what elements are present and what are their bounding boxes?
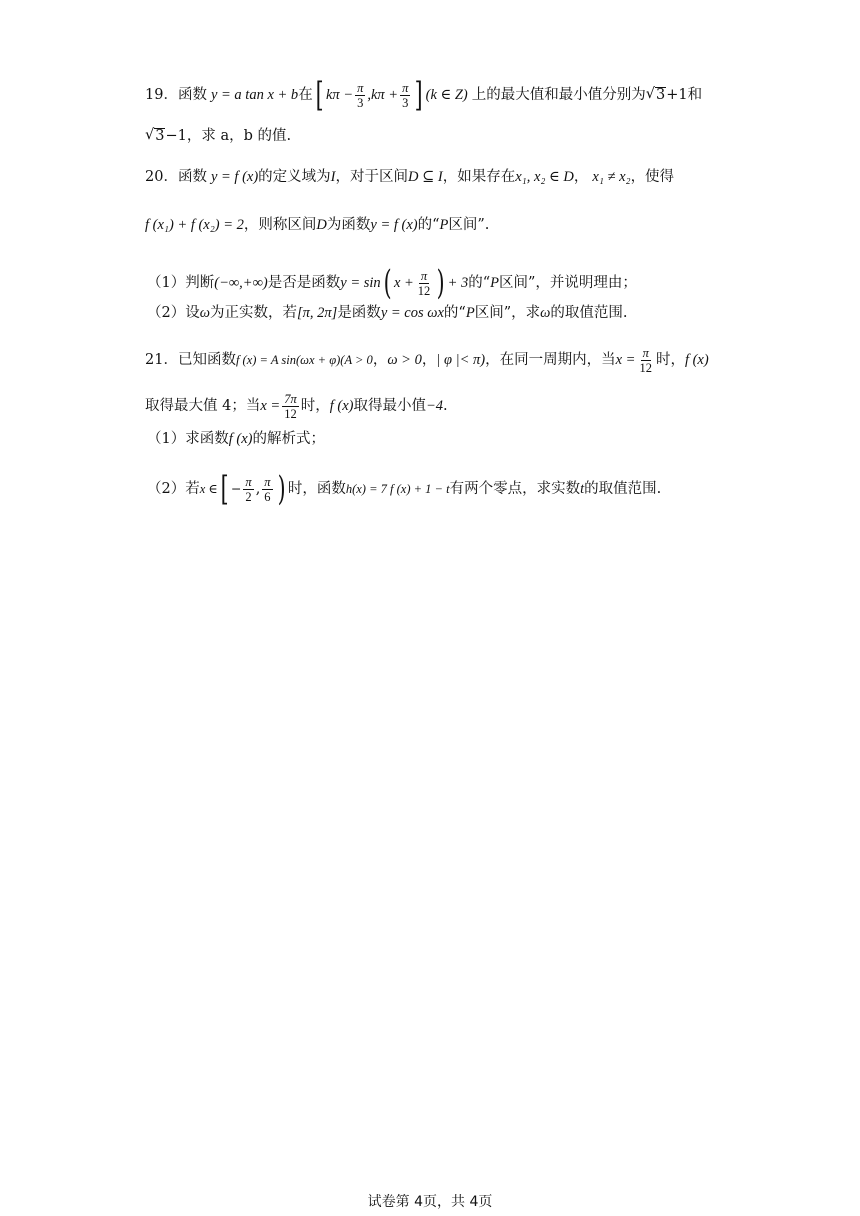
q20-sub2-text-3: 的“ xyxy=(443,305,466,321)
q20-l2-text-2: 为函数 xyxy=(326,217,371,233)
q19-suffix: 上的最大值和最小值分别为 xyxy=(471,86,646,103)
q20-sub1-frac-den: 12 xyxy=(417,283,431,298)
q21-sub2-rparen: ) xyxy=(277,469,286,509)
q21-sub2-fraction-2 xyxy=(262,475,272,504)
q19-interval-mid: ,kπ + xyxy=(367,86,399,103)
q19-frac2-num: π xyxy=(402,80,409,95)
q20-sub1-tail: + 3 xyxy=(447,274,469,291)
q20-sub2-text-4: 区间”，求 xyxy=(474,305,541,321)
q20-sub1-lparen: ( xyxy=(383,263,392,303)
q19-condition: (k ∈ Z) xyxy=(425,86,468,103)
q20-sub-1 xyxy=(147,263,637,303)
q21-sub2-fraction-1 xyxy=(243,475,253,504)
q21-fraction-2 xyxy=(282,392,299,421)
q21-sub1-text-1: 的解析式； xyxy=(252,431,325,447)
q21-sub2-t: t xyxy=(580,480,585,497)
q19-mid-text: 在 xyxy=(298,86,313,103)
q20-sub2-omega-2: ω xyxy=(540,305,551,321)
q20-l2-text-4: 区间”. xyxy=(448,217,490,233)
q20-sub1-fraction xyxy=(416,269,433,298)
q20-sub1-fn: y = sin xyxy=(340,274,381,291)
q21-min-value: −4 xyxy=(425,398,444,415)
q19-fraction-2 xyxy=(400,81,410,110)
q21-frac2-den: 12 xyxy=(284,407,297,421)
q19-function-expr: y = a tan x + b xyxy=(210,86,299,103)
q19-sqrt-1: √ 3 xyxy=(645,86,666,104)
q21-l2-text-1: 取得最大值 4；当 xyxy=(145,398,261,415)
q20-sub1-text-1: 是否是函数 xyxy=(267,274,341,291)
q21-text-3: ，在同一周期内，当 xyxy=(485,352,616,369)
q21-line-2 xyxy=(145,392,448,421)
q20-text-5: ，使得 xyxy=(630,169,675,185)
q21-text-4: 时， xyxy=(655,352,685,369)
q19-sqrt-2: √ 3 xyxy=(145,127,165,144)
page-footer: 试卷第 4页，共 4页 xyxy=(367,1194,493,1210)
q20-sub2-prefix: （2）设 xyxy=(147,305,200,321)
q20-text-1: 的定义域为 xyxy=(258,169,331,185)
q20-sub2-fn: y = cos ωx xyxy=(380,305,444,321)
q21-text-1: ， xyxy=(372,352,388,369)
q20-expr-2: D ⊆ I xyxy=(408,169,443,185)
q21-fraction-1 xyxy=(637,346,654,375)
q19-prefix: 19．函数 xyxy=(145,86,207,103)
q21-line-1 xyxy=(145,346,709,375)
q21-l2-text-3: 取得最小值 xyxy=(353,398,426,415)
q21-sub2-minus: − xyxy=(230,480,242,496)
q20-text-2: ，对于区间 xyxy=(335,169,409,185)
q19-line-2 xyxy=(145,128,291,144)
q20-sub2-text-1: 为正实数，若 xyxy=(209,305,297,321)
q21-text-2: ， xyxy=(421,352,437,369)
q19-interval-left: kπ − xyxy=(325,86,354,103)
q21-frac1-num: π xyxy=(642,346,649,360)
q21-frac2-num: 7π xyxy=(284,392,297,406)
q19-and: 和 xyxy=(687,86,703,103)
q21-sub-2 xyxy=(147,469,662,509)
q21-sub2-x-in: x ∈ xyxy=(199,481,218,496)
q20-domain-I: I xyxy=(330,169,336,185)
q19-left-bracket: [ xyxy=(315,75,324,115)
q21-prefix: 21．已知函数 xyxy=(145,352,236,369)
q20-sub2-text-2: 是函数 xyxy=(337,305,381,321)
q19-frac2-den: 3 xyxy=(402,95,409,110)
q20-l2-text-3: 的“ xyxy=(417,217,440,233)
q21-sub2-frac2-num: π xyxy=(264,474,271,489)
q19-val2-tail: −1 xyxy=(165,127,187,144)
q20-sub1-interval: (−∞,+∞) xyxy=(214,274,268,291)
q21-l2-fx: f (x) xyxy=(329,398,354,415)
q21-cond-phi: | φ |< π) xyxy=(436,352,486,369)
q20-l2-text-1: ，则称区间 xyxy=(243,217,317,233)
q20-sub1-text-3: 区间”，并说明理由； xyxy=(499,274,637,291)
q20-l2-P: P xyxy=(439,217,449,233)
q20-prefix: 20．函数 xyxy=(145,169,207,185)
q21-sub2-frac2-den: 6 xyxy=(264,489,271,504)
q20-condition-expr: f (x₁) + f (x₂) = 2 xyxy=(145,217,244,233)
q19-line2-text: ，求 a，b 的值. xyxy=(186,127,292,144)
q19-sqrt2-radicand: 3 xyxy=(155,128,165,144)
q20-line-1 xyxy=(145,170,674,185)
q21-sub2-frac1-num: π xyxy=(245,474,252,489)
q20-sub1-P: P xyxy=(490,274,500,291)
q21-sub2-frac1-den: 2 xyxy=(245,489,252,504)
q20-l2-expr-2: y = f (x) xyxy=(370,217,418,233)
q20-expr-1: y = f (x) xyxy=(210,169,259,185)
q21-sub2-text-2: 有两个零点，求实数 xyxy=(449,480,581,497)
q19-sqrt1-radicand: 3 xyxy=(656,87,666,104)
q20-sub2-interval: [π, 2π] xyxy=(296,305,338,321)
q21-sub-1 xyxy=(147,432,325,447)
q20-sub2-omega: ω xyxy=(199,305,210,321)
q21-frac1-den: 12 xyxy=(639,361,652,375)
q19-frac1-den: 3 xyxy=(357,95,364,110)
q21-x-eq: x = xyxy=(615,352,636,369)
q21-sub1-fx: f (x) xyxy=(228,431,253,447)
q20-sub1-prefix: （1）判断 xyxy=(147,274,215,291)
q20-sub1-frac-num: π xyxy=(420,268,428,283)
q19-fraction-1 xyxy=(355,81,365,110)
q21-sub1-prefix: （1）求函数 xyxy=(147,431,229,447)
q20-sub2-text-5: 的取值范围. xyxy=(550,305,628,321)
q20-sub-2 xyxy=(147,306,627,321)
q19-frac1-num: π xyxy=(357,80,364,95)
q21-fx: f (x) xyxy=(684,352,709,369)
q21-sub2-text-3: 的取值范围. xyxy=(584,480,662,497)
q21-sub2-prefix: （2）若 xyxy=(147,480,200,497)
q20-text-3: ，如果存在 xyxy=(442,169,516,185)
q21-l2-text-2: 时， xyxy=(300,398,330,415)
q20-line-2 xyxy=(145,218,489,233)
q20-sub2-P: P xyxy=(465,305,475,321)
q20-expr-4: x₁ ≠ x₂ xyxy=(592,169,631,185)
q21-cond-omega: ω > 0 xyxy=(387,352,422,369)
q20-l2-D: D xyxy=(316,217,327,233)
q20-sub1-text-2: 的“ xyxy=(468,274,491,291)
q20-text-4: ， xyxy=(573,169,589,185)
q19-line-1 xyxy=(145,75,703,115)
q19-right-bracket: ] xyxy=(415,75,423,115)
q21-l2-text-4: . xyxy=(443,398,448,415)
q21-function-expr: f (x) = A sin(ωx + φ)(A > 0 xyxy=(235,353,373,368)
q20-sub1-x: x + xyxy=(393,274,414,291)
q21-sub2-text-1: 时，函数 xyxy=(287,480,346,497)
q20-expr-3: x₁, x₂ ∈ D xyxy=(515,169,574,185)
q19-val1-tail: +1 xyxy=(666,86,688,103)
q21-sub2-comma: , xyxy=(255,480,261,497)
q21-l2-x-eq: x = xyxy=(260,398,281,415)
q20-sub1-rparen: ) xyxy=(436,263,445,303)
q21-sub2-lbracket: [ xyxy=(220,469,229,509)
q21-sub2-expr: h(x) = 7 f (x) + 1 − t xyxy=(345,481,450,496)
